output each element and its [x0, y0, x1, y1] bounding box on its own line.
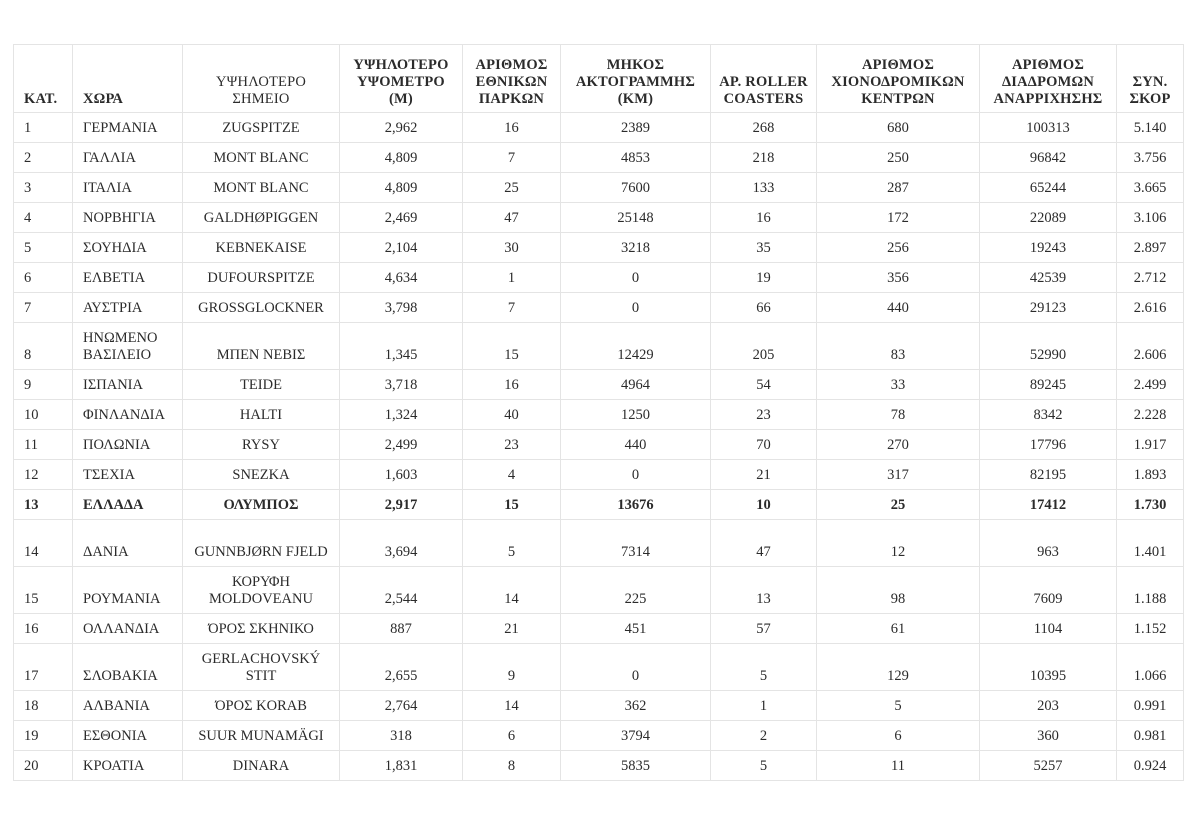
- cell-total-score: 1.401: [1117, 520, 1184, 567]
- cell-highest-point: ΟΛΥΜΠΟΣ: [183, 490, 340, 520]
- header-roller-coasters: ΑΡ. ROLLER COASTERS: [711, 45, 817, 113]
- cell-roller-coasters: 13: [711, 567, 817, 614]
- cell-highest-point: TEIDE: [183, 370, 340, 400]
- table-row: [14, 520, 1184, 567]
- cell-total-score: 1.893: [1117, 460, 1184, 490]
- header-elevation: ΥΨΗΛΟΤΕΡΟ ΥΨΟΜΕΤΡΟ (Μ): [340, 45, 463, 113]
- cell-elevation: 4,809: [340, 173, 463, 203]
- cell-elevation: 3,694: [340, 520, 463, 567]
- cell-highest-point: HALTI: [183, 400, 340, 430]
- cell-national-parks: 16: [463, 370, 561, 400]
- table-row: [14, 370, 1184, 400]
- cell-ski-resorts: 11: [817, 751, 980, 781]
- cell-elevation: 3,798: [340, 293, 463, 323]
- cell-roller-coasters: 205: [711, 323, 817, 370]
- cell-country: ΟΛΛΑΝΔΙΑ: [73, 614, 183, 644]
- cell-climbing-routes: 52990: [980, 323, 1117, 370]
- cell-total-score: 2.606: [1117, 323, 1184, 370]
- cell-elevation: 2,962: [340, 113, 463, 143]
- cell-climbing-routes: 100313: [980, 113, 1117, 143]
- cell-elevation: 2,499: [340, 430, 463, 460]
- cell-elevation: 2,764: [340, 691, 463, 721]
- cell-climbing-routes: 360: [980, 721, 1117, 751]
- cell-highest-point: SUUR MUNAMÄGI: [183, 721, 340, 751]
- cell-total-score: 3.756: [1117, 143, 1184, 173]
- cell-climbing-routes: 22089: [980, 203, 1117, 233]
- cell-country: ΑΛΒΑΝΙΑ: [73, 691, 183, 721]
- table-row: [14, 430, 1184, 460]
- cell-highest-point: ΌΡΟΣ KORAB: [183, 691, 340, 721]
- cell-coastline: 4853: [561, 143, 711, 173]
- cell-country: ΝΟΡΒΗΓΙΑ: [73, 203, 183, 233]
- header-national-parks: ΑΡΙΘΜΟΣ ΕΘΝΙΚΩΝ ΠΑΡΚΩΝ: [463, 45, 561, 113]
- cell-country: ΙΤΑΛΙΑ: [73, 173, 183, 203]
- cell-ski-resorts: 172: [817, 203, 980, 233]
- cell-national-parks: 5: [463, 520, 561, 567]
- table-row: [14, 567, 1184, 614]
- cell-elevation: 2,544: [340, 567, 463, 614]
- header-rank: ΚΑΤ.: [14, 45, 73, 113]
- cell-rank: 2: [14, 143, 73, 173]
- cell-coastline: 3218: [561, 233, 711, 263]
- cell-national-parks: 7: [463, 143, 561, 173]
- cell-coastline: 12429: [561, 323, 711, 370]
- cell-roller-coasters: 5: [711, 644, 817, 691]
- cell-roller-coasters: 10: [711, 490, 817, 520]
- cell-ski-resorts: 6: [817, 721, 980, 751]
- cell-highest-point: DUFOURSPITZE: [183, 263, 340, 293]
- cell-total-score: 3.665: [1117, 173, 1184, 203]
- table-row: [14, 721, 1184, 751]
- cell-climbing-routes: 1104: [980, 614, 1117, 644]
- cell-country: ΣΛΟΒΑΚΙΑ: [73, 644, 183, 691]
- cell-national-parks: 7: [463, 293, 561, 323]
- cell-ski-resorts: 5: [817, 691, 980, 721]
- cell-rank: 15: [14, 567, 73, 614]
- cell-climbing-routes: 5257: [980, 751, 1117, 781]
- cell-roller-coasters: 35: [711, 233, 817, 263]
- cell-roller-coasters: 47: [711, 520, 817, 567]
- cell-country: ΕΛΒΕΤΙΑ: [73, 263, 183, 293]
- header-coastline: ΜΗΚΟΣ ΑΚΤΟΓΡΑΜΜΗΣ (KM): [561, 45, 711, 113]
- cell-country: ΙΣΠΑΝΙΑ: [73, 370, 183, 400]
- cell-elevation: 1,831: [340, 751, 463, 781]
- cell-country: ΔΑΝΙΑ: [73, 520, 183, 567]
- cell-rank: 6: [14, 263, 73, 293]
- cell-coastline: 0: [561, 460, 711, 490]
- cell-total-score: 0.924: [1117, 751, 1184, 781]
- cell-coastline: 362: [561, 691, 711, 721]
- cell-country: ΠΟΛΩΝΙΑ: [73, 430, 183, 460]
- cell-country: ΚΡΟΑΤΙΑ: [73, 751, 183, 781]
- cell-elevation: 1,345: [340, 323, 463, 370]
- cell-climbing-routes: 42539: [980, 263, 1117, 293]
- cell-elevation: 1,603: [340, 460, 463, 490]
- cell-roller-coasters: 23: [711, 400, 817, 430]
- cell-coastline: 4964: [561, 370, 711, 400]
- cell-country: ΓΑΛΛΙΑ: [73, 143, 183, 173]
- cell-elevation: 4,634: [340, 263, 463, 293]
- cell-total-score: 3.106: [1117, 203, 1184, 233]
- cell-national-parks: 8: [463, 751, 561, 781]
- cell-roller-coasters: 54: [711, 370, 817, 400]
- cell-total-score: 0.991: [1117, 691, 1184, 721]
- cell-rank: 17: [14, 644, 73, 691]
- table-row: [14, 173, 1184, 203]
- header-climbing-routes: ΑΡΙΘΜΟΣ ΔΙΑΔΡΟΜΩΝ ΑΝΑΡΡΙΧΗΣΗΣ: [980, 45, 1117, 113]
- cell-country: ΕΛΛΑΔΑ: [73, 490, 183, 520]
- cell-coastline: 13676: [561, 490, 711, 520]
- rankings-table-container: [13, 44, 1183, 781]
- rankings-table: [13, 44, 1184, 781]
- cell-ski-resorts: 83: [817, 323, 980, 370]
- cell-roller-coasters: 218: [711, 143, 817, 173]
- cell-elevation: 318: [340, 721, 463, 751]
- header-highest-point: ΥΨΗΛΟΤΕΡΟ ΣΗΜΕΙΟ: [183, 45, 340, 113]
- cell-national-parks: 14: [463, 567, 561, 614]
- cell-rank: 14: [14, 520, 73, 567]
- cell-total-score: 0.981: [1117, 721, 1184, 751]
- cell-climbing-routes: 17796: [980, 430, 1117, 460]
- cell-elevation: 2,469: [340, 203, 463, 233]
- cell-total-score: 1.066: [1117, 644, 1184, 691]
- cell-rank: 5: [14, 233, 73, 263]
- cell-national-parks: 1: [463, 263, 561, 293]
- cell-climbing-routes: 7609: [980, 567, 1117, 614]
- table-row: [14, 400, 1184, 430]
- cell-highest-point: ZUGSPITZE: [183, 113, 340, 143]
- cell-climbing-routes: 96842: [980, 143, 1117, 173]
- cell-rank: 12: [14, 460, 73, 490]
- cell-coastline: 7314: [561, 520, 711, 567]
- cell-ski-resorts: 250: [817, 143, 980, 173]
- cell-coastline: 0: [561, 263, 711, 293]
- cell-ski-resorts: 61: [817, 614, 980, 644]
- cell-climbing-routes: 8342: [980, 400, 1117, 430]
- cell-roller-coasters: 2: [711, 721, 817, 751]
- table-row: [14, 490, 1184, 520]
- cell-highest-point: SNEZKA: [183, 460, 340, 490]
- table-row: [14, 460, 1184, 490]
- cell-elevation: 887: [340, 614, 463, 644]
- cell-roller-coasters: 5: [711, 751, 817, 781]
- cell-climbing-routes: 29123: [980, 293, 1117, 323]
- cell-total-score: 1.917: [1117, 430, 1184, 460]
- header-ski-resorts: ΑΡΙΘΜΟΣ ΧΙΟΝΟΔΡΟΜΙΚΩΝ ΚΕΝΤΡΩΝ: [817, 45, 980, 113]
- cell-total-score: 1.152: [1117, 614, 1184, 644]
- table-row: [14, 323, 1184, 370]
- table-row: [14, 203, 1184, 233]
- cell-rank: 10: [14, 400, 73, 430]
- cell-ski-resorts: 356: [817, 263, 980, 293]
- cell-elevation: 4,809: [340, 143, 463, 173]
- cell-highest-point: MONT BLANC: [183, 143, 340, 173]
- cell-ski-resorts: 270: [817, 430, 980, 460]
- cell-highest-point: GROSSGLOCKNER: [183, 293, 340, 323]
- table-body: [14, 113, 1184, 781]
- cell-roller-coasters: 70: [711, 430, 817, 460]
- cell-roller-coasters: 1: [711, 691, 817, 721]
- cell-highest-point: GERLACHOVSKÝ STIT: [183, 644, 340, 691]
- cell-highest-point: GALDHØPIGGEN: [183, 203, 340, 233]
- cell-national-parks: 16: [463, 113, 561, 143]
- cell-national-parks: 15: [463, 323, 561, 370]
- cell-elevation: 2,655: [340, 644, 463, 691]
- cell-country: ΣΟΥΗΔΙΑ: [73, 233, 183, 263]
- cell-rank: 7: [14, 293, 73, 323]
- cell-ski-resorts: 33: [817, 370, 980, 400]
- cell-country: ΕΣΘΟΝΙΑ: [73, 721, 183, 751]
- cell-highest-point: GUNNBJØRN FJELD: [183, 520, 340, 567]
- cell-national-parks: 4: [463, 460, 561, 490]
- cell-national-parks: 15: [463, 490, 561, 520]
- cell-national-parks: 30: [463, 233, 561, 263]
- cell-highest-point: DINARA: [183, 751, 340, 781]
- cell-coastline: 440: [561, 430, 711, 460]
- cell-elevation: 2,917: [340, 490, 463, 520]
- table-row: [14, 691, 1184, 721]
- cell-country: ΗΝΩΜΕΝΟ ΒΑΣΙΛΕΙΟ: [73, 323, 183, 370]
- cell-ski-resorts: 256: [817, 233, 980, 263]
- cell-ski-resorts: 12: [817, 520, 980, 567]
- cell-highest-point: RYSY: [183, 430, 340, 460]
- cell-elevation: 1,324: [340, 400, 463, 430]
- cell-coastline: 25148: [561, 203, 711, 233]
- cell-total-score: 5.140: [1117, 113, 1184, 143]
- table-row: [14, 614, 1184, 644]
- cell-national-parks: 25: [463, 173, 561, 203]
- cell-ski-resorts: 287: [817, 173, 980, 203]
- cell-coastline: 451: [561, 614, 711, 644]
- cell-total-score: 1.730: [1117, 490, 1184, 520]
- cell-highest-point: KEBNEKAISE: [183, 233, 340, 263]
- cell-coastline: 7600: [561, 173, 711, 203]
- cell-climbing-routes: 203: [980, 691, 1117, 721]
- cell-country: ΑΥΣΤΡΙΑ: [73, 293, 183, 323]
- cell-national-parks: 9: [463, 644, 561, 691]
- cell-highest-point: ΜΠΕΝ ΝΕΒΙΣ: [183, 323, 340, 370]
- cell-national-parks: 23: [463, 430, 561, 460]
- header-row: [14, 45, 1184, 113]
- cell-climbing-routes: 10395: [980, 644, 1117, 691]
- cell-coastline: 3794: [561, 721, 711, 751]
- cell-roller-coasters: 19: [711, 263, 817, 293]
- cell-rank: 3: [14, 173, 73, 203]
- cell-total-score: 2.712: [1117, 263, 1184, 293]
- table-row: [14, 293, 1184, 323]
- cell-coastline: 0: [561, 644, 711, 691]
- cell-coastline: 225: [561, 567, 711, 614]
- header-total-score: ΣΥΝ. ΣΚΟΡ: [1117, 45, 1184, 113]
- cell-total-score: 1.188: [1117, 567, 1184, 614]
- cell-country: ΓΕΡΜΑΝΙΑ: [73, 113, 183, 143]
- cell-climbing-routes: 89245: [980, 370, 1117, 400]
- cell-rank: 1: [14, 113, 73, 143]
- cell-highest-point: ΚΟΡΥΦΗ MOLDOVEANU: [183, 567, 340, 614]
- cell-national-parks: 6: [463, 721, 561, 751]
- cell-climbing-routes: 19243: [980, 233, 1117, 263]
- cell-national-parks: 47: [463, 203, 561, 233]
- cell-rank: 8: [14, 323, 73, 370]
- cell-national-parks: 40: [463, 400, 561, 430]
- table-row: [14, 113, 1184, 143]
- cell-rank: 9: [14, 370, 73, 400]
- cell-climbing-routes: 963: [980, 520, 1117, 567]
- cell-rank: 20: [14, 751, 73, 781]
- cell-roller-coasters: 268: [711, 113, 817, 143]
- cell-highest-point: ΌΡΟΣ ΣΚΗΝΙΚΟ: [183, 614, 340, 644]
- cell-country: ΡΟΥΜΑΝΙΑ: [73, 567, 183, 614]
- cell-coastline: 5835: [561, 751, 711, 781]
- cell-ski-resorts: 78: [817, 400, 980, 430]
- cell-roller-coasters: 21: [711, 460, 817, 490]
- table-row: [14, 233, 1184, 263]
- cell-ski-resorts: 129: [817, 644, 980, 691]
- cell-ski-resorts: 440: [817, 293, 980, 323]
- cell-roller-coasters: 133: [711, 173, 817, 203]
- cell-ski-resorts: 25: [817, 490, 980, 520]
- cell-climbing-routes: 82195: [980, 460, 1117, 490]
- cell-coastline: 0: [561, 293, 711, 323]
- cell-rank: 11: [14, 430, 73, 460]
- cell-country: ΦΙΝΛΑΝΔΙΑ: [73, 400, 183, 430]
- cell-rank: 16: [14, 614, 73, 644]
- cell-rank: 13: [14, 490, 73, 520]
- cell-ski-resorts: 317: [817, 460, 980, 490]
- cell-total-score: 2.499: [1117, 370, 1184, 400]
- table-row: [14, 751, 1184, 781]
- header-country: ΧΩΡΑ: [73, 45, 183, 113]
- cell-total-score: 2.897: [1117, 233, 1184, 263]
- cell-climbing-routes: 17412: [980, 490, 1117, 520]
- table-row: [14, 644, 1184, 691]
- cell-total-score: 2.228: [1117, 400, 1184, 430]
- cell-ski-resorts: 680: [817, 113, 980, 143]
- cell-ski-resorts: 98: [817, 567, 980, 614]
- cell-coastline: 2389: [561, 113, 711, 143]
- cell-coastline: 1250: [561, 400, 711, 430]
- cell-country: ΤΣΕΧΙΑ: [73, 460, 183, 490]
- cell-national-parks: 21: [463, 614, 561, 644]
- cell-rank: 18: [14, 691, 73, 721]
- cell-national-parks: 14: [463, 691, 561, 721]
- cell-roller-coasters: 16: [711, 203, 817, 233]
- cell-roller-coasters: 66: [711, 293, 817, 323]
- cell-roller-coasters: 57: [711, 614, 817, 644]
- cell-elevation: 2,104: [340, 233, 463, 263]
- cell-rank: 19: [14, 721, 73, 751]
- cell-total-score: 2.616: [1117, 293, 1184, 323]
- cell-rank: 4: [14, 203, 73, 233]
- table-row: [14, 143, 1184, 173]
- cell-elevation: 3,718: [340, 370, 463, 400]
- cell-highest-point: MONT BLANC: [183, 173, 340, 203]
- cell-climbing-routes: 65244: [980, 173, 1117, 203]
- table-row: [14, 263, 1184, 293]
